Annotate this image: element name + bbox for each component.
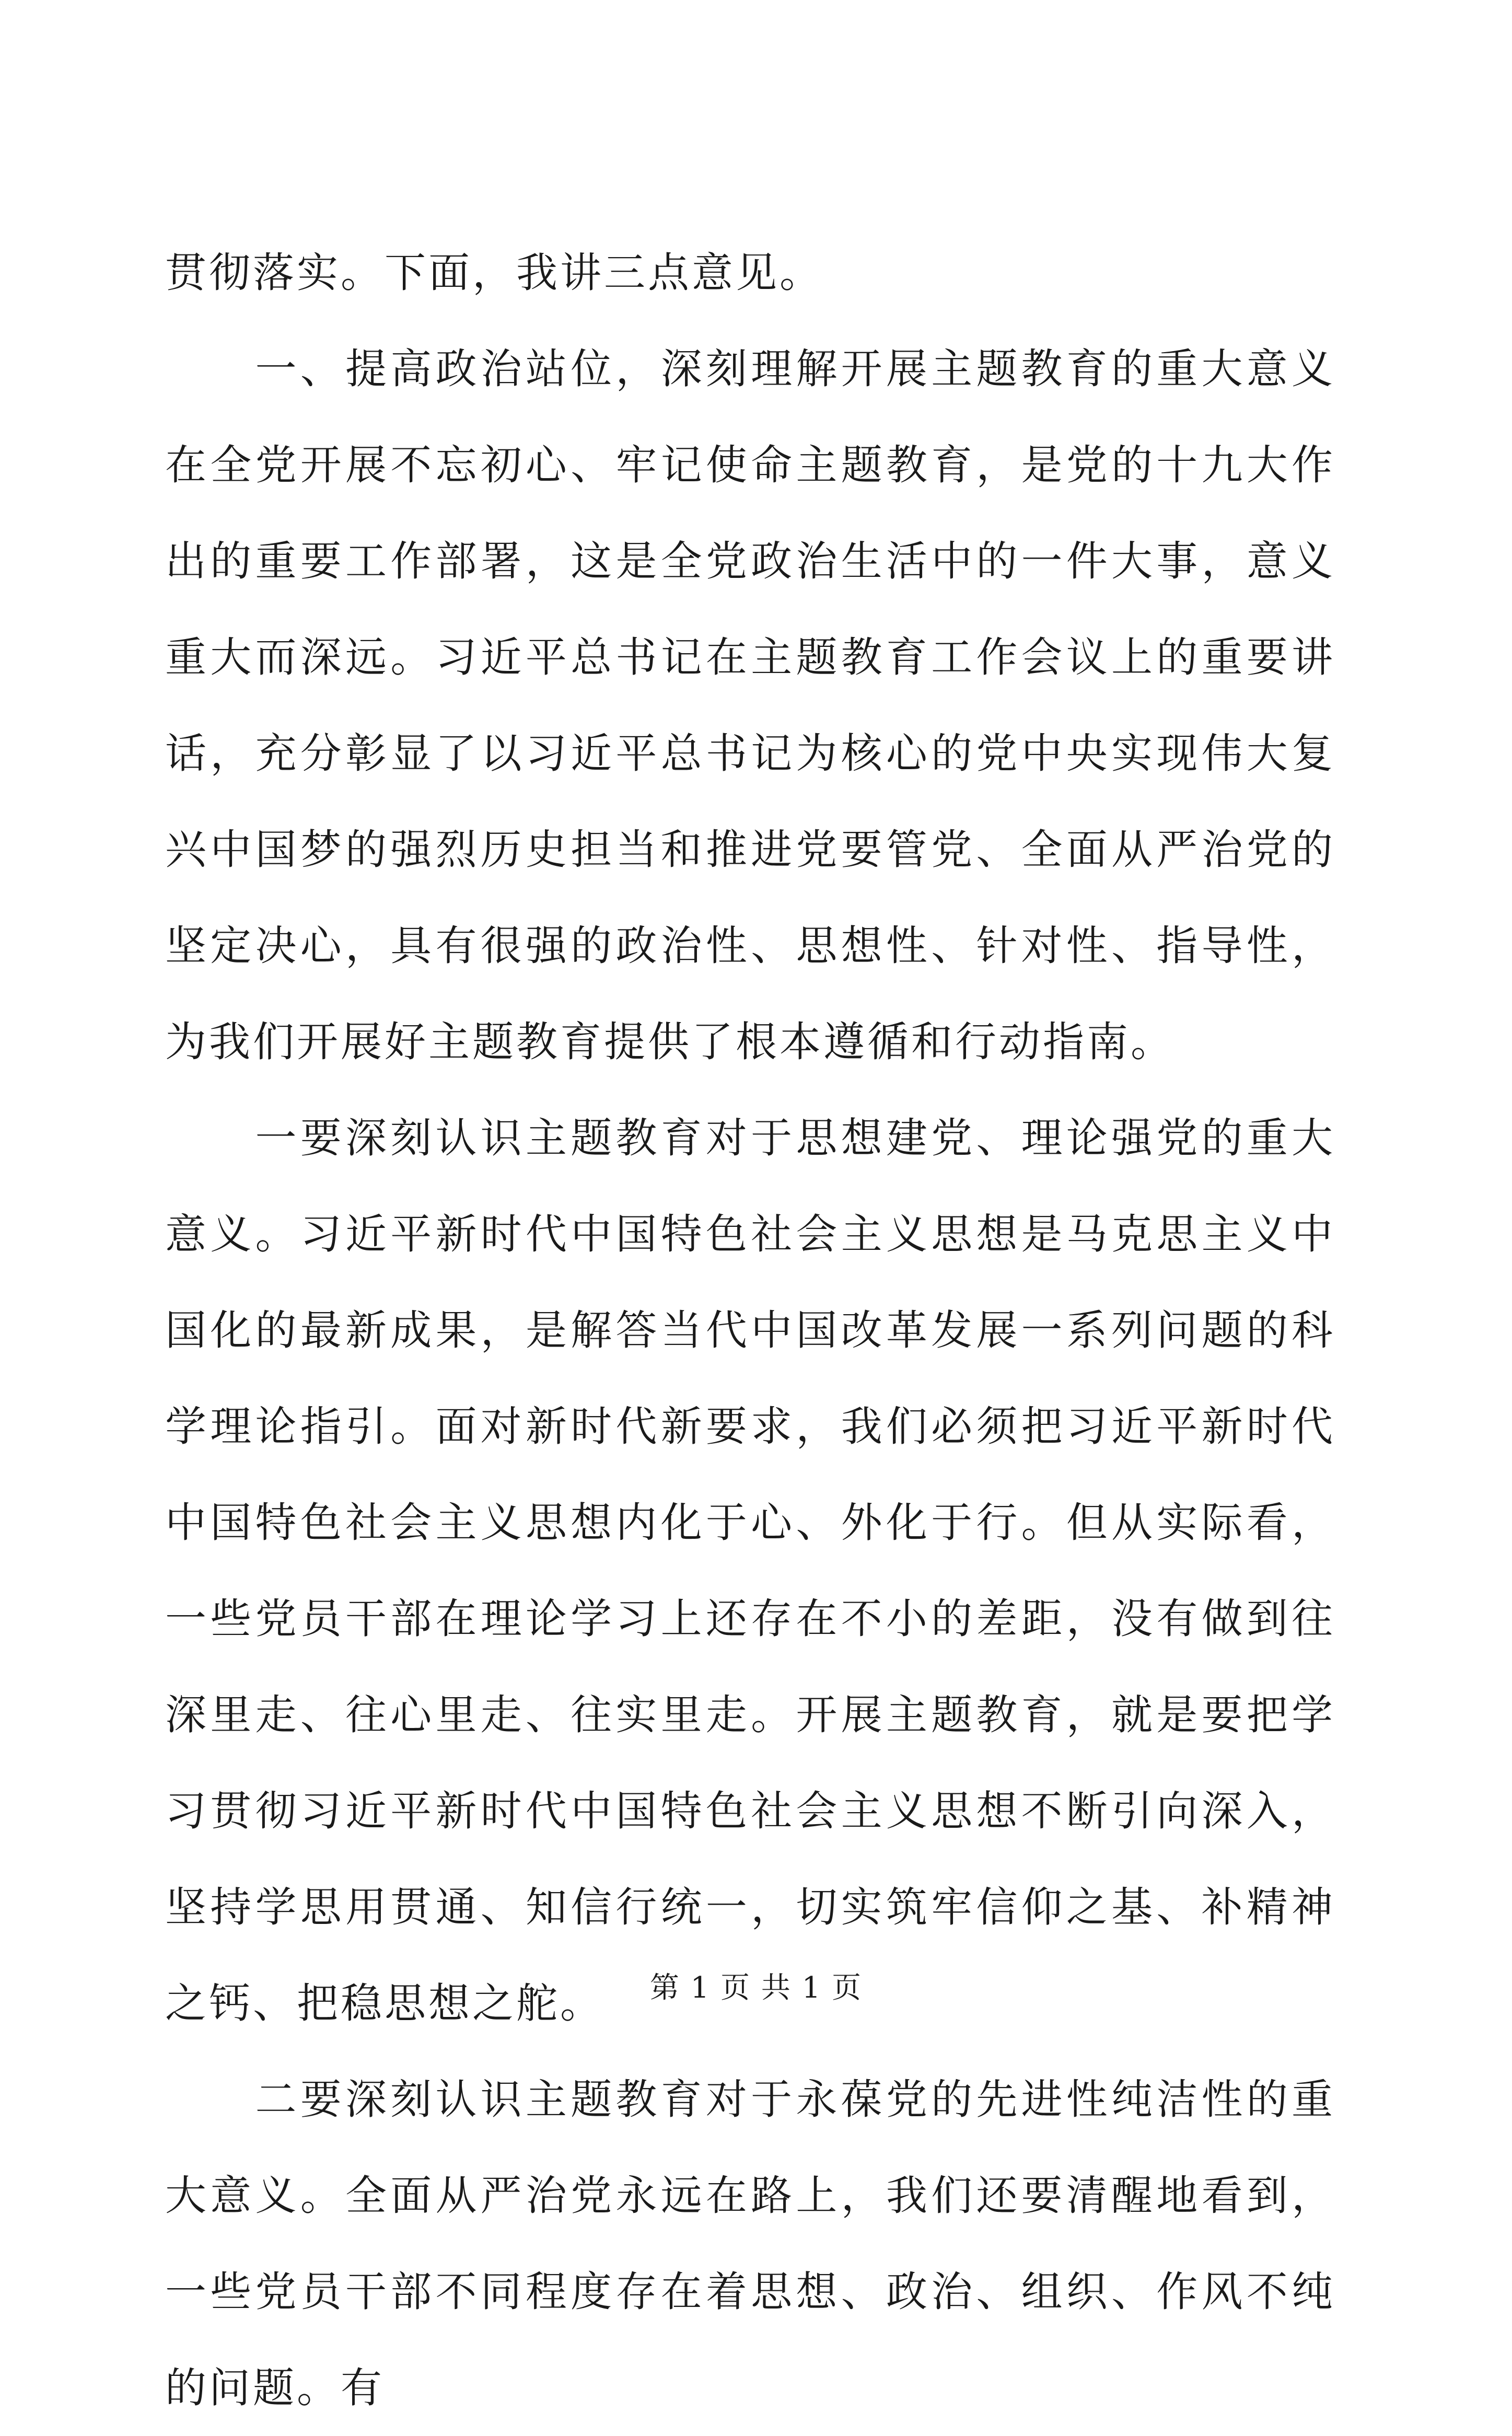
paragraph-3: 一要深刻认识主题教育对于思想建党、理论强党的重大意义。习近平新时代中国特色社会主义思想是马克思主义中国化的最新成果，是解答当代中国改革发展一系列问题的科学理论指引。面对新时代新要求，我们必须把习近平新时代中国特色社会主义思想内化于心、外化于行。但从实际看，一些党员干部在理论学习上还存在不小的差距，没有做到往深里走、往心里走、往实里走。开展主题教育，就是要把学习贯彻习近平新时代中国特色社会主义思想不断引向深入，坚持学思用贯通、知信行统一，切实筑牢信仰之基、补精神之钙、把稳思想之舵。 <box>165 1114 1335 2027</box>
page-footer: 第 1 页 共 1 页 <box>649 1971 863 2005</box>
paragraph-1: 贯彻落实。下面，我讲三点意见。 <box>165 249 823 297</box>
paragraph-2: 一、提高政治站位，深刻理解开展主题教育的重大意义在全党开展不忘初心、牢记使命主题教育，是党的十九大作出的重要工作部署，这是全党政治生活中的一件大事，意义重大而深远。习近平总书记在主题教育工作会议上的重要讲话，充分彰显了以习近平总书记为核心的党中央实现伟大复兴中国梦的强烈历史担当和推进党要管党、全面从严治党的坚定决心，具有很强的政治性、思想性、针对性、指导性，为我们开展好主题教育提供了根本遵循和行动指南。 <box>165 345 1335 1066</box>
paragraph-4: 二要深刻认识主题教育对于永葆党的先进性纯洁性的重大意义。全面从严治党永远在路上，我们还要清醒地看到，一些党员干部不同程度存在着思想、政治、组织、作风不纯的问题。有 <box>165 2075 1335 2412</box>
document-body <box>165 225 1335 2436</box>
